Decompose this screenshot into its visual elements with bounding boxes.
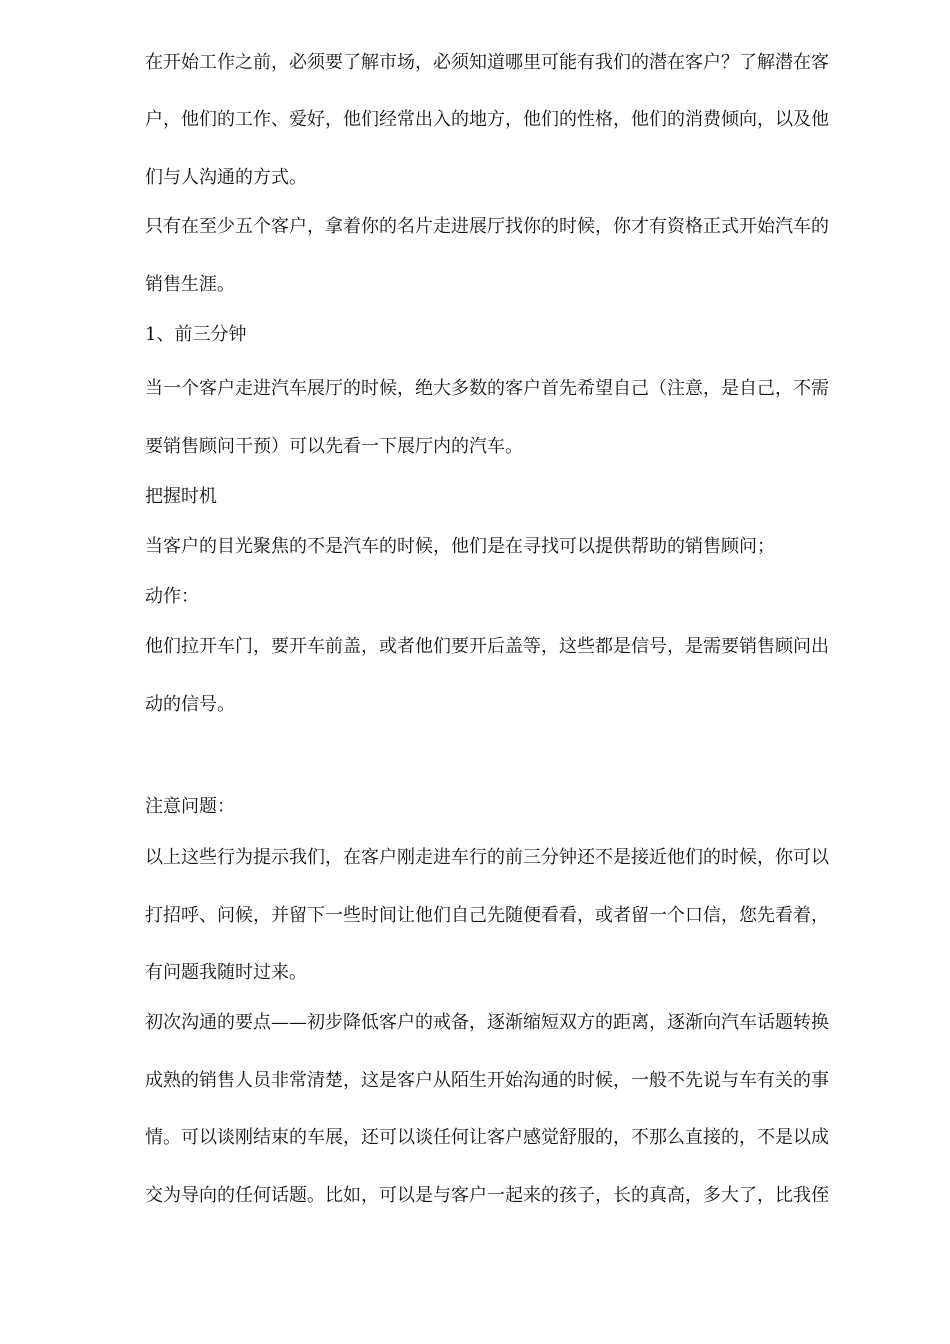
text-line: 成熟的销售人员非常清楚，这是客户从陌生开始沟通的时候，一般不先说与车有关的事: [145, 1070, 829, 1091]
text-line: 交为导向的任何话题。比如，可以是与客户一起来的孩子，长的真高，多大了，比我侄: [145, 1185, 829, 1206]
text-line: 只有在至少五个客户，拿着你的名片走进展厅找你的时候，你才有资格正式开始汽车的: [145, 216, 829, 237]
text-line: 初次沟通的要点——初步降低客户的戒备，逐渐缩短双方的距离，逐渐向汽车话题转换: [145, 1012, 829, 1033]
text-line: 当客户的目光聚焦的不是汽车的时候，他们是在寻找可以提供帮助的销售顾问；: [145, 536, 775, 557]
text-line: 在开始工作之前，必须要了解市场，必须知道哪里可能有我们的潜在客户？了解潜在客: [145, 52, 829, 73]
text-line: 们与人沟通的方式。: [145, 167, 307, 188]
text-line: 当一个客户走进汽车展厅的时候，绝大多数的客户首先希望自己（注意，是自己，不需: [145, 378, 829, 399]
subheading: 注意问题：: [145, 796, 235, 817]
text-line: 打招呼、问候，并留下一些时间让他们自己先随便看看，或者留一个口信，您先看着，: [145, 905, 829, 926]
section-heading: 1、前三分钟: [145, 324, 247, 345]
text-line: 以上这些行为提示我们，在客户刚走进车行的前三分钟还不是接近他们的时候，你可以: [145, 847, 829, 868]
text-line: 销售生涯。: [145, 274, 235, 295]
subheading: 把握时机: [145, 486, 217, 507]
subheading: 动作：: [145, 586, 199, 607]
text-line: 情。可以谈刚结束的车展，还可以谈任何让客户感觉舒服的，不那么直接的，不是以成: [145, 1127, 829, 1148]
text-line: 有问题我随时过来。: [145, 962, 307, 983]
text-line: 动的信号。: [145, 694, 235, 715]
text-line: 户，他们的工作、爱好，他们经常出入的地方，他们的性格，他们的消费倾向，以及他: [145, 109, 829, 130]
text-line: 他们拉开车门，要开车前盖，或者他们要开后盖等，这些都是信号，是需要销售顾问出: [145, 636, 829, 657]
text-line: 要销售顾问干预）可以先看一下展厅内的汽车。: [145, 436, 523, 457]
